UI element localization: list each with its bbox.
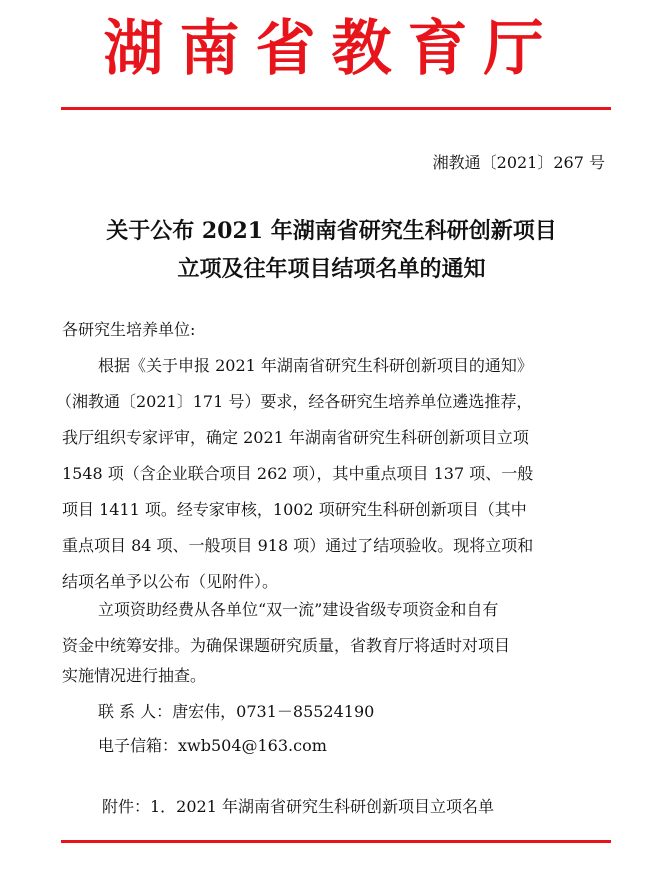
body-line: 实施情况进行抽查。 bbox=[62, 666, 207, 685]
footer-divider bbox=[61, 840, 611, 843]
body-line: 立项资助经费从各单位“双一流”建设省级专项资金和自有 bbox=[98, 600, 499, 619]
attachment-line: 附件：1．2021 年湖南省研究生科研创新项目立项名单 bbox=[102, 797, 494, 816]
body-line: 项目 1411 项。经专家审核，1002 项研究生科研创新项目（其中 bbox=[62, 500, 527, 519]
body-line: 资金中统筹安排。为确保课题研究质量，省教育厅将适时对项目 bbox=[62, 636, 511, 655]
body-line: （湘教通〔2021〕171 号）要求，经各研究生培养单位遴选推荐， bbox=[56, 392, 533, 411]
document-number: 湘教通〔2021〕267 号 bbox=[432, 153, 605, 172]
body-line: 根据《关于申报 2021 年湖南省研究生科研创新项目的通知》 bbox=[98, 356, 533, 375]
contact-person: 联 系 人：唐宏伟，0731－85524190 bbox=[98, 702, 375, 721]
masthead-title: 湖南省教育厅 bbox=[103, 14, 560, 84]
body-line: 1548 项（含企业联合项目 262 项），其中重点项目 137 项、一般 bbox=[62, 464, 534, 483]
body-line: 我厅组织专家评审，确定 2021 年湖南省研究生科研创新项目立项 bbox=[62, 428, 529, 447]
notice-title-line-2: 立项及往年项目结项名单的通知 bbox=[177, 256, 486, 282]
contact-email: 电子信箱：xwb504@163.com bbox=[98, 736, 327, 755]
masthead-divider-top bbox=[61, 107, 611, 110]
body-line: 结项名单予以公布（见附件）。 bbox=[62, 572, 279, 591]
body-line: 重点项目 84 项、一般项目 918 项）通过了结项验收。现将立项和 bbox=[62, 536, 534, 555]
notice-title-line-1: 关于公布 2021 年湖南省研究生科研创新项目 bbox=[106, 218, 557, 244]
salutation: 各研究生培养单位: bbox=[62, 320, 196, 339]
